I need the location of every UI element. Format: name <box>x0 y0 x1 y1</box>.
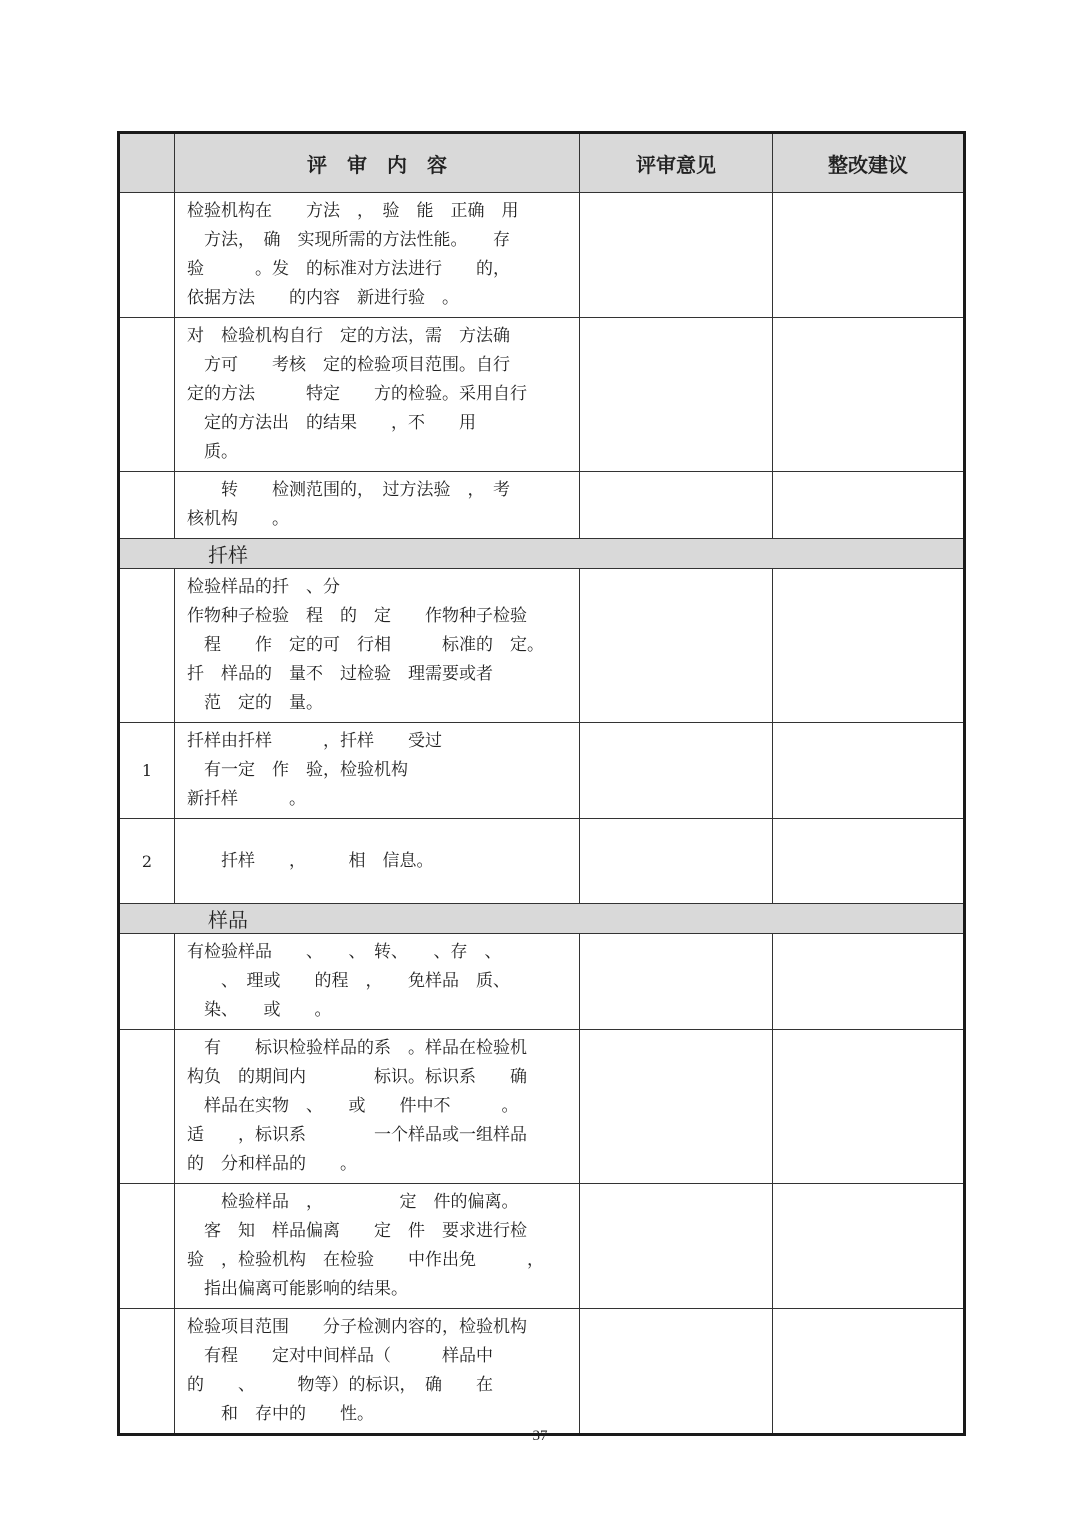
content-line: 有检验样品 、 、 转、 、存 、 <box>187 942 502 962</box>
content-line: 样品在实物 、 或 件中不 。 <box>187 1096 519 1116</box>
row-index <box>119 193 175 318</box>
rectification-suggestion-cell[interactable] <box>773 569 965 723</box>
table-row <box>119 569 965 723</box>
review-opinion-cell[interactable] <box>580 1309 773 1435</box>
review-opinion-cell[interactable] <box>580 193 773 318</box>
table-row <box>119 193 965 318</box>
review-content-cell <box>175 819 580 904</box>
row-index <box>119 1184 175 1309</box>
content-line: 指出偏离可能影响的结果。 <box>187 1279 408 1299</box>
review-content-cell <box>175 318 580 472</box>
content-line: 检验样品的扦 、分 <box>187 577 340 597</box>
rectification-suggestion-cell[interactable] <box>773 723 965 819</box>
content-line: 的 分和样品的 。 <box>187 1154 357 1174</box>
content-line: 依据方法 的内容 新进行验 。 <box>187 288 459 308</box>
content-line: 定的方法 特定 方的检验。采用自行 <box>187 384 527 404</box>
table-row <box>119 1309 965 1435</box>
header-index <box>119 133 175 193</box>
content-line: 客 知 样品偏离 定 件 要求进行检 <box>187 1221 527 1241</box>
content-line: 扦 样品的 量不 过检验 理需要或者 <box>187 664 493 684</box>
review-opinion-cell[interactable] <box>580 819 773 904</box>
page-number: 37 <box>532 1428 548 1444</box>
content-line: 适 ，标识系 一个样品或一组样品 <box>187 1125 527 1145</box>
content-line: 作物种子检验 程 的 定 作物种子检验 <box>187 606 527 626</box>
review-content-cell <box>175 1184 580 1309</box>
section-title: 扦样 <box>119 539 965 569</box>
section-row <box>119 904 965 934</box>
content-line: 有程 定对中间样品（ 样品中 <box>187 1346 493 1366</box>
content-line: 验 ，检验机构 在检验 中作出免 ， <box>187 1250 544 1270</box>
header-content: 评 审 内 容 <box>175 133 580 193</box>
table-row <box>119 1184 965 1309</box>
review-content-cell <box>175 934 580 1030</box>
row-index <box>119 1309 175 1435</box>
content-line: 方可 考核 定的检验项目范围。自行 <box>187 355 510 375</box>
content-line: 检验项目范围 分子检测内容的，检验机构 <box>187 1317 527 1337</box>
rectification-suggestion-cell[interactable] <box>773 934 965 1030</box>
row-index <box>119 472 175 539</box>
row-index: 1 <box>119 723 175 819</box>
table-row <box>119 723 965 819</box>
review-content-cell <box>175 472 580 539</box>
review-content-cell <box>175 193 580 318</box>
review-content-cell <box>175 1030 580 1184</box>
review-opinion-cell[interactable] <box>580 723 773 819</box>
review-content-cell <box>175 1309 580 1435</box>
rectification-suggestion-cell[interactable] <box>773 819 965 904</box>
table-row <box>119 318 965 472</box>
rectification-suggestion-cell[interactable] <box>773 193 965 318</box>
content-line: 扦样 ， 相 信息。 <box>187 850 434 871</box>
rectification-suggestion-cell[interactable] <box>773 1309 965 1435</box>
review-content-cell <box>175 569 580 723</box>
table-row <box>119 472 965 539</box>
rectification-suggestion-cell[interactable] <box>773 472 965 539</box>
content-line: 定的方法出 的结果 ，不 用 <box>187 413 476 433</box>
content-line: 方法， 确 实现所需的方法性能。 存 <box>187 230 510 250</box>
review-opinion-cell[interactable] <box>580 1184 773 1309</box>
content-line: 核机构 。 <box>187 509 289 529</box>
rectification-suggestion-cell[interactable] <box>773 318 965 472</box>
content-line: 验 。发 的标准对方法进行 的， <box>187 259 510 279</box>
content-line: 质。 <box>187 442 238 462</box>
table-row <box>119 934 965 1030</box>
header-suggestion: 整改建议 <box>773 133 965 193</box>
review-opinion-cell[interactable] <box>580 934 773 1030</box>
content-line: 检验机构在 方法 ， 验 能 正确 用 <box>187 201 519 221</box>
table-row <box>119 1030 965 1184</box>
review-opinion-cell[interactable] <box>580 569 773 723</box>
rectification-suggestion-cell[interactable] <box>773 1030 965 1184</box>
rectification-suggestion-cell[interactable] <box>773 1184 965 1309</box>
section-row <box>119 539 965 569</box>
content-line: 扦样由扦样 ，扦样 受过 <box>187 731 442 751</box>
content-line: 新扦样 。 <box>187 789 306 809</box>
section-title: 样品 <box>119 904 965 934</box>
content-line: 转 检测范围的， 过方法验 ， 考 <box>187 480 510 500</box>
header-opinion: 评审意见 <box>580 133 773 193</box>
table-row <box>119 819 965 904</box>
content-line: 、 理或 的程 ， 免样品 质、 <box>187 971 510 991</box>
content-line: 的 、 物等）的标识， 确 在 <box>187 1375 493 1395</box>
content-line: 有 标识检验样品的系 。样品在检验机 <box>187 1038 527 1058</box>
row-index <box>119 569 175 723</box>
row-index <box>119 934 175 1030</box>
content-line: 构负 的期间内 标识。标识系 确 <box>187 1067 527 1087</box>
content-line: 程 作 定的可 行相 标准的 定。 <box>187 635 544 655</box>
review-content-cell <box>175 723 580 819</box>
table-header-row <box>119 133 965 193</box>
content-line: 染、 或 。 <box>187 1000 332 1020</box>
review-table <box>117 131 966 1436</box>
row-index: 2 <box>119 819 175 904</box>
content-line: 检验样品 ， 定 件的偏离。 <box>187 1192 519 1212</box>
row-index <box>119 1030 175 1184</box>
row-index <box>119 318 175 472</box>
review-opinion-cell[interactable] <box>580 472 773 539</box>
content-line: 和 存中的 性。 <box>187 1404 374 1424</box>
review-opinion-cell[interactable] <box>580 1030 773 1184</box>
review-opinion-cell[interactable] <box>580 318 773 472</box>
content-line: 有一定 作 验，检验机构 <box>187 760 408 780</box>
content-line: 范 定的 量。 <box>187 693 323 713</box>
content-line: 对 检验机构自行 定的方法，需 方法确 <box>187 326 510 346</box>
table-body <box>119 193 965 1435</box>
